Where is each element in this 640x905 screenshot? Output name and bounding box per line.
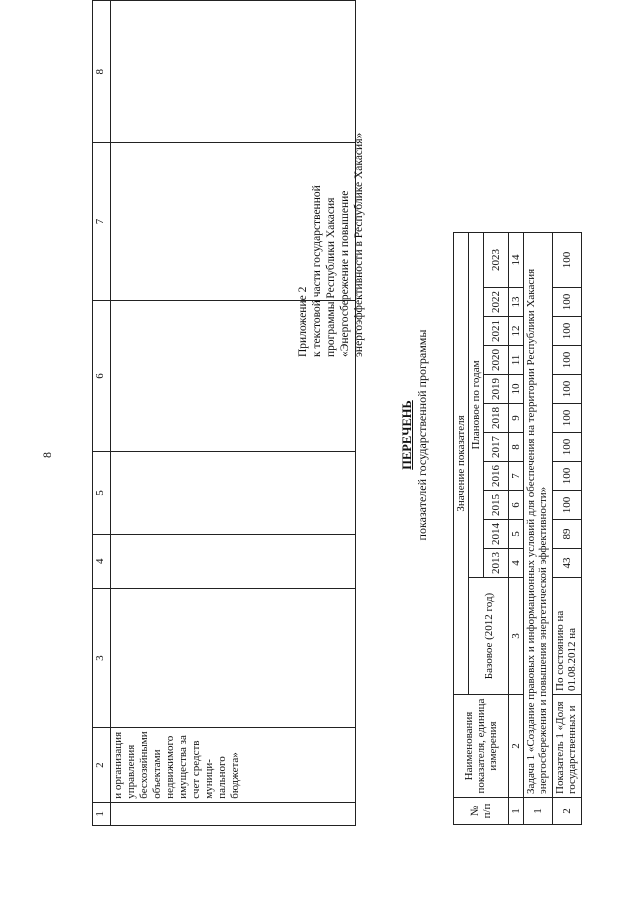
row-cell-3 bbox=[111, 588, 356, 728]
year-2020: 2020 bbox=[484, 346, 509, 375]
colnum-12: 12 bbox=[509, 317, 524, 346]
row-line-9: бюджета» bbox=[229, 752, 241, 799]
page-number: 8 bbox=[40, 452, 54, 458]
row2-name: Показатель 1 «Доля государственных и bbox=[553, 695, 582, 798]
row-line-2: бесхозяйными bbox=[138, 731, 150, 799]
colnum-4: 4 bbox=[509, 549, 524, 578]
row-cell-2 bbox=[111, 728, 356, 802]
row-line-8: пального bbox=[216, 756, 228, 799]
header-plan: Плановое по годам bbox=[469, 233, 484, 578]
list-subtitle: показателей государственной программы bbox=[415, 329, 429, 541]
colnum-11: 11 bbox=[509, 346, 524, 375]
row-line-7: муници- bbox=[203, 759, 215, 799]
appendix-note bbox=[296, 17, 366, 357]
colnum-5: 5 bbox=[509, 520, 524, 549]
row2-value-2014: 89 bbox=[553, 520, 582, 549]
colnum-3: 3 bbox=[509, 578, 524, 695]
header-cell-5: 5 bbox=[93, 452, 111, 534]
colnum-10: 10 bbox=[509, 375, 524, 404]
row2-no: 2 bbox=[553, 798, 582, 825]
indicators-task-row bbox=[524, 233, 553, 825]
row2-value-2018: 100 bbox=[553, 404, 582, 433]
header-cell-8: 8 bbox=[93, 1, 111, 143]
colnum-6: 6 bbox=[509, 491, 524, 520]
header-cell-4: 4 bbox=[93, 534, 111, 588]
row-line-6: счет средств bbox=[190, 740, 202, 799]
row-cell-1 bbox=[111, 802, 356, 825]
indicators-table-wrap bbox=[453, 232, 582, 825]
row-cell-4 bbox=[111, 534, 356, 588]
appendix-line-1: к текстовой части государственной bbox=[311, 185, 323, 357]
year-2016: 2016 bbox=[484, 462, 509, 491]
row-line-3: объектами bbox=[151, 749, 163, 799]
row2-value-2023: 100 bbox=[553, 233, 582, 288]
colnum-2: 2 bbox=[509, 695, 524, 798]
row2-base: По состоянию на 01.08.2012 на bbox=[553, 578, 582, 695]
header-cell-7: 7 bbox=[93, 143, 111, 300]
appendix-line-2: программы Республики Хакасия bbox=[325, 197, 337, 357]
header-cell-3: 3 bbox=[93, 588, 111, 728]
row2-value-2016: 100 bbox=[553, 462, 582, 491]
row-line-1: управления bbox=[125, 744, 137, 799]
header-value: Значение показателя bbox=[454, 233, 469, 695]
header-base: Базовое (2012 год) bbox=[469, 578, 509, 695]
year-2023: 2023 bbox=[484, 233, 509, 288]
header-name: Наименования показателя, единица измерения bbox=[454, 695, 509, 798]
row2-value-2015: 100 bbox=[553, 491, 582, 520]
task-text: Задача 1 «Создание правовых и информационных условий для обеспечения на территории Республики Хакасия энергосбережения и повышения энергетической эффективности» bbox=[524, 233, 553, 798]
year-2015: 2015 bbox=[484, 491, 509, 520]
year-2014: 2014 bbox=[484, 520, 509, 549]
year-2022: 2022 bbox=[484, 288, 509, 317]
indicators-row-2 bbox=[553, 233, 582, 825]
colnum-1: 1 bbox=[509, 798, 524, 825]
header-no: № п/п bbox=[454, 798, 509, 825]
row-cell-5 bbox=[111, 452, 356, 534]
list-heading bbox=[400, 265, 430, 605]
row2-value-2019: 100 bbox=[553, 375, 582, 404]
header-cell-2: 2 bbox=[93, 728, 111, 802]
year-2013: 2013 bbox=[484, 549, 509, 578]
task-no: 1 bbox=[524, 798, 553, 825]
appendix-line-4: энергоэффективности в Республике Хакасия» bbox=[353, 132, 365, 357]
colnum-9: 9 bbox=[509, 404, 524, 433]
row-line-0: и организация bbox=[112, 731, 124, 799]
row2-value-2017: 100 bbox=[553, 433, 582, 462]
indicators-table bbox=[453, 232, 582, 825]
row2-value-2022: 100 bbox=[553, 288, 582, 317]
header-cell-6: 6 bbox=[93, 300, 111, 452]
row2-value-2020: 100 bbox=[553, 346, 582, 375]
colnum-8: 8 bbox=[509, 433, 524, 462]
year-2017: 2017 bbox=[484, 433, 509, 462]
indicators-header-row-1 bbox=[454, 233, 469, 825]
indicators-colnum-row bbox=[509, 233, 524, 825]
list-title: ПЕРЕЧЕНЬ bbox=[400, 400, 414, 470]
row-line-5: имущества за bbox=[177, 735, 189, 799]
colnum-13: 13 bbox=[509, 288, 524, 317]
colnum-7: 7 bbox=[509, 462, 524, 491]
year-2018: 2018 bbox=[484, 404, 509, 433]
row-line-4: недвижимого bbox=[164, 735, 176, 799]
year-2019: 2019 bbox=[484, 375, 509, 404]
appendix-line-3: «Энергосбережение и повышение bbox=[339, 190, 351, 357]
appendix-line-0: Приложение 2 bbox=[297, 286, 309, 357]
header-cell-1: 1 bbox=[93, 802, 111, 825]
year-2021: 2021 bbox=[484, 317, 509, 346]
colnum-14: 14 bbox=[509, 233, 524, 288]
continuation-table-header-row bbox=[93, 1, 111, 826]
row2-value-2021: 100 bbox=[553, 317, 582, 346]
row2-value-2013: 43 bbox=[553, 549, 582, 578]
